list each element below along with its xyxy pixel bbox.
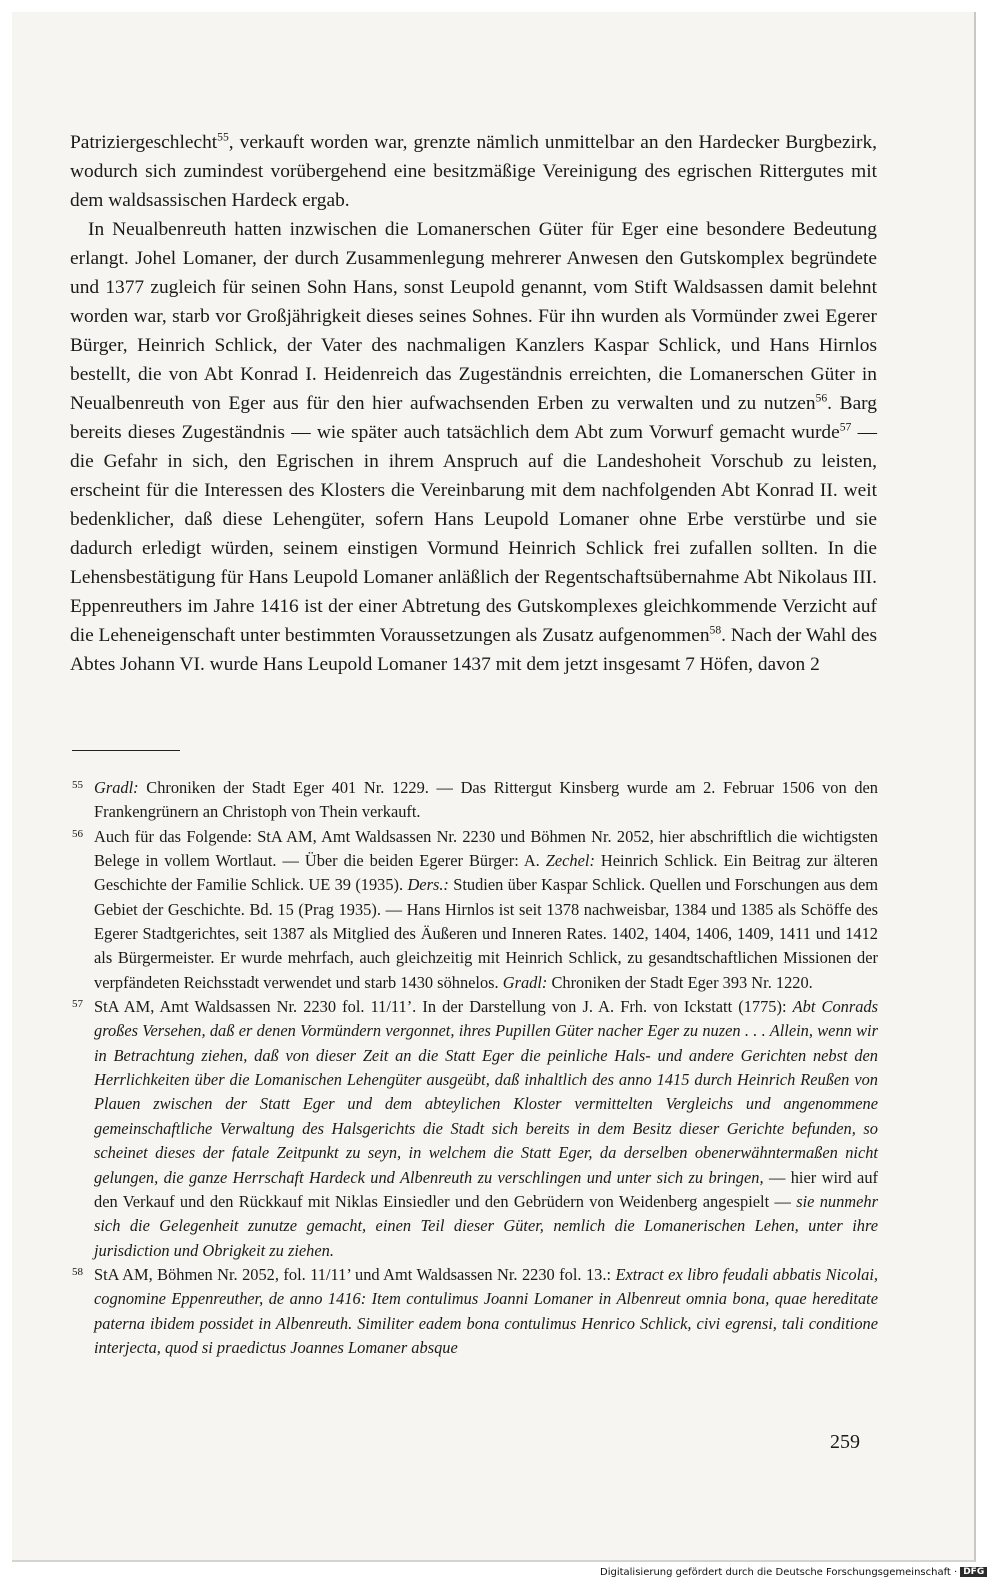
footnote-ref-57[interactable]: 57 <box>839 420 852 434</box>
footnote-58: 58 StA AM, Böhmen Nr. 2052, fol. 11/11’ und Amt Waldsassen Nr. 2230 fol. 13.: Extract ex libro feudali abbatis Nicolai, cognomine Eppenreuther, de anno 1416: Item contulimus Joanni Lomaner in Albenreut omnia bona, quae hereditate paterna ibidem possidet in Albenreuth. Similiter eadem bona contulimus Henrico Schlick, civi egrensi, tali conditione interjecta, quod si praedictus Joannes Lomaner absque <box>72 1264 878 1357</box>
digitization-credit <box>600 1567 987 1578</box>
footnote-55: 55 Gradl: Chroniken der Stadt Eger 401 Nr. 1229. — Das Rittergut Kinsberg wurde am 2. Februar 1506 von den Frankengrünern an Christoph von Thein verkauft. <box>72 778 878 822</box>
footnote-divider <box>72 750 180 751</box>
scanned-page <box>12 12 976 1562</box>
footnote-ref-55[interactable]: 55 <box>217 130 229 144</box>
paragraph-1: Patriziergeschlecht$^{55}$, verkauft worden war, grenzte nämlich unmittelbar an den Hardecker Burgbezirk, wodurch sich zumindest vorübergehend eine besitzmäßige Vereinigung des egrischen Rittergutes mit dem waldsassischen Hardeck ergab. <box>70 130 877 211</box>
main-text <box>70 128 877 679</box>
dfg-logo: DFG <box>960 1567 987 1577</box>
footnote-57: 57 StA AM, Amt Waldsassen Nr. 2230 fol. 11/11’. In der Darstellung von J. A. Frh. von Ickstatt (1775): Abt Conrads großes Versehen, daß er denen Vormündern vergonnet, ihres Pupillen Güter nacher Eger zu nuzen . . . Allein, wenn wir in Betrachtung ziehen, daß von dieser Zeit an die Statt Eger die peinliche Hals- und andere Gerichten nebst den Herrlichkeiten über die Lomanischen Lehengüter ausgeübt, daß inhaltlich des anno 1415 durch Heinrich Reußen von Plauen zwischen der Statt Eger und dem abteylichen Kloster vermittelten Vergleichs und angenommene gemeinschaftliche Verwaltung des Halsgerichts die Stadt sich bereits in dem Besitz dieser Gerichte befunden, so scheinet dieses der fatale Zeitpunkt zu seyn, in welchem die Statt Eger, da derselben obenerwähntermaßen nicht gelungen, die ganze Herrschaft Hardeck und Albenreuth zu verschlingen und unter sich zu bringen, — hier wird auf den Verkauf und den Rückkauf mit Niklas Einsiedler und den Gebrüdern von Weidenberg angespielt — sie nunmehr sich die Gelegenheit zunutze gemacht, einen Teil dieser Güter, nemlich die Lomanerischen Lehen, unter ihre jurisdiction und Obrigkeit zu ziehen. <box>72 997 878 1260</box>
footnote-number: 56 <box>72 827 83 840</box>
paragraph-2: In Neualbenreuth hatten inzwischen die Lomanerschen Güter für Eger eine besondere Bedeutung erlangt. Johel Lomaner, der durch Zusammenlegung mehrerer Anwesen den Gutskomplex begründete und 1377 zugleich für seinen Sohn Hans, sonst Leupold genannt, vom Stift Waldsassen damit belehnt worden war, starb vor Großjährigkeit dieses seines Sohnes. Für ihn wurden als Vormünder zwei Egerer Bürger, Heinrich Schlick, der Vater des nachmaligen Kanzlers Kaspar Schlick, und Hans Hirnlos bestellt, die von Abt Konrad I. Heidenreich das Zugeständnis erreichten, die Lomanerschen Güter in Neualbenreuth von Eger aus für den hier aufwachsenden Erben zu verwalten und zu nutzen$^{56}$. Barg bereits dieses Zugeständnis — wie später auch tatsächlich dem Abt zum Vorwurf gemacht wurde$^{57}$ — die Gefahr in sich, den Egrischen in ihrem Anspruch auf die Landeshoheit Vorschub zu leisten, erscheint für die Interessen des Klosters die Vereinbarung mit dem nachfolgenden Abt Konrad II. weit bedenklicher, daß diese Lehengüter, sofern Hans Leupold Lomaner ohne Erbe verstürbe und sie dadurch erledigt würden, seinem einstigen Vormund Heinrich Schlick frei zufallen sollten. In die Lehensbestätigung für Hans Leupold Lomaner anläßlich der Regentschaftsübernahme Abt Nikolaus III. Eppenreuthers im Jahre 1416 ist der einer Abtretung des Gutskomplexes gleichkommende Verzicht auf die Leheneigenschaft unter bestimmten Voraussetzungen als Zusatz aufgenommen$^{58}$. Nach der Wahl des Abtes Johann VI. wurde Hans Leupold Lomaner 1437 mit dem jetzt insgesamt 7 Höfen, davon 2 <box>70 219 878 675</box>
footnote-ref-58[interactable]: 58 <box>709 623 722 637</box>
page-number: 259 <box>830 1431 860 1453</box>
footnotes <box>72 776 878 1360</box>
footnote-number: 57 <box>72 998 83 1011</box>
footnote-ref-56[interactable]: 56 <box>815 391 828 405</box>
credit-text: Digitalisierung gefördert durch die Deutsche Forschungsgemeinschaft · <box>600 1567 958 1578</box>
footnote-56: 56 Auch für das Folgende: StA AM, Amt Waldsassen Nr. 2230 und Böhmen Nr. 2052, hier abschriftlich die wichtigsten Belege in vollem Wortlaut. — Über die beiden Egerer Bürger: A. Zechel: Heinrich Schlick. Ein Beitrag zur älteren Geschichte der Familie Schlick. UE 39 (1935). Ders.: Studien über Kaspar Schlick. Quellen und Forschungen aus dem Gebiet der Geschichte. Bd. 15 (Prag 1935). — Hans Hirnlos ist seit 1378 nachweisbar, 1384 und 1385 als Schöffe des Egerer Stadtgerichtes, seit 1387 als Mitglied des Äußeren und Inneren Rates. 1402, 1404, 1406, 1409, 1411 und 1412 als Bürgermeister. Er wurde mehrfach, auch gleichzeitig mit Heinrich Schlick, zu gesandtschaftlichen Missionen der verpfändeten Reichsstadt verwendet und starb 1430 söhnelos. Gradl: Chroniken der Stadt Eger 393 Nr. 1220. <box>72 826 878 992</box>
footnote-number: 55 <box>72 779 83 791</box>
footnote-number: 58 <box>72 1265 83 1278</box>
